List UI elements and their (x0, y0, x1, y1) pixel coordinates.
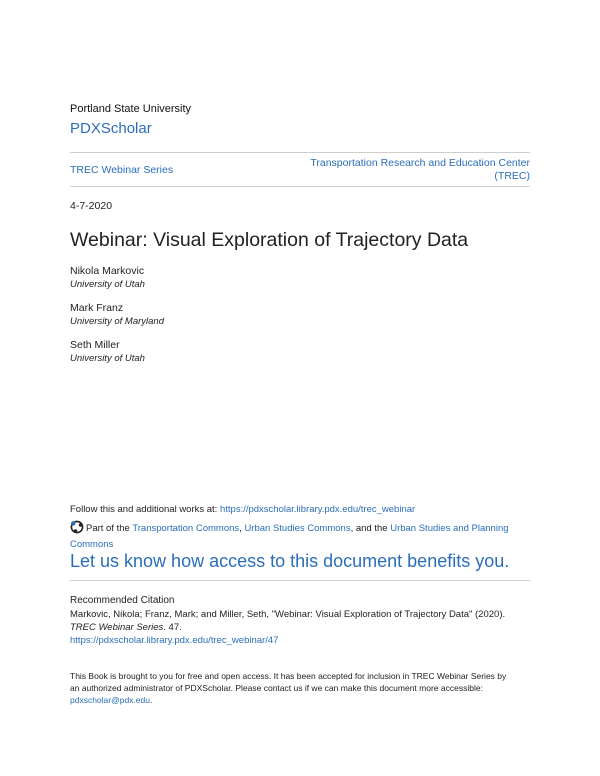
author-3-name: Seth Miller (70, 339, 120, 351)
author-1-affiliation: University of Utah (70, 279, 145, 290)
citation-heading: Recommended Citation (70, 595, 175, 606)
footer-notice (70, 670, 540, 706)
divider-top (70, 152, 530, 153)
follow-prefix: Follow this and additional works at: (70, 504, 220, 515)
transportation-commons-link[interactable]: Transportation Commons (132, 523, 240, 534)
citation-text: Markovic, Nikola; Franz, Mark; and Miller, Seth, "Webinar: Visual Exploration of Trajectory Data" (2020). (70, 609, 506, 620)
institution-name: Portland State University (70, 103, 192, 115)
follow-line (70, 504, 415, 515)
citation-series: TREC Webinar Series (70, 622, 164, 633)
part-of-separator-2: , and the (350, 523, 391, 534)
urban-studies-planning-commons-link-cont[interactable]: Commons (70, 539, 114, 550)
part-of-line (70, 520, 540, 553)
citation-series-line (70, 621, 540, 634)
department-link[interactable] (310, 157, 530, 183)
part-of-prefix: Part of the (86, 523, 133, 534)
footer-line-1: This Book is brought to you for free and open access. It has been accepted for inclusion in TREC Webinar Series by (70, 671, 507, 681)
citation-block (70, 608, 540, 647)
divider-middle (70, 186, 530, 187)
footer-line-2: an authorized administrator of PDXScholar. Please contact us if we can make this document more accessible: (70, 683, 483, 693)
part-of-separator-1: , (239, 523, 245, 534)
repository-link[interactable]: PDXScholar (70, 120, 152, 137)
author-3-affiliation: University of Utah (70, 353, 145, 364)
department-line-2: (TREC) (494, 170, 530, 182)
citation-url-link[interactable]: https://pdxscholar.library.pdx.edu/trec_webinar/47 (70, 635, 279, 646)
footer-period: . (149, 695, 153, 705)
urban-studies-planning-commons-link[interactable]: Urban Studies and Planning (390, 523, 509, 534)
document-title: Webinar: Visual Exploration of Trajectory Data (70, 229, 469, 251)
author-2-name: Mark Franz (70, 302, 124, 314)
follow-link[interactable]: https://pdxscholar.library.pdx.edu/trec_webinar (219, 504, 416, 515)
author-1-name: Nikola Markovic (70, 265, 145, 277)
access-feedback-link[interactable]: Let us know how access to this document benefits you. (70, 551, 510, 571)
citation-number: . 47. (163, 622, 182, 633)
contact-email-link[interactable]: pdxscholar@pdx.edu (70, 695, 150, 705)
footer-line-3 (70, 694, 540, 706)
divider-bottom (70, 580, 530, 581)
publication-date: 4-7-2020 (70, 200, 113, 212)
series-link[interactable]: TREC Webinar Series (70, 164, 174, 176)
urban-studies-commons-link[interactable]: Urban Studies Commons (244, 523, 351, 534)
department-line-1: Transportation Research and Education Center (310, 157, 530, 169)
network-icon (70, 520, 84, 534)
author-2-affiliation: University of Maryland (70, 316, 164, 327)
